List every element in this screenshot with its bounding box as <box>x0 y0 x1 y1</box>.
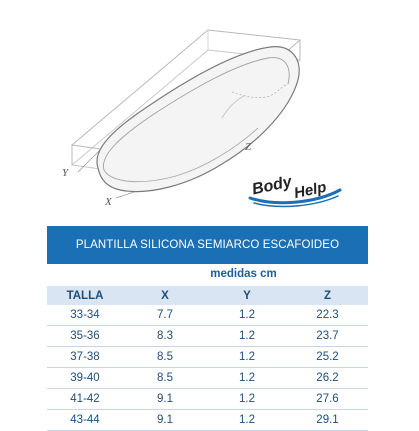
cell-y: 1.2 <box>207 410 287 431</box>
cell-y: 1.2 <box>207 305 287 326</box>
product-title-banner <box>47 226 368 264</box>
table-row <box>47 347 368 368</box>
table-row <box>47 305 368 326</box>
axis-label-z: Z <box>245 141 252 153</box>
axis-label-x: X <box>105 196 112 208</box>
header-x: X <box>123 286 207 305</box>
cell-talla: 39-40 <box>47 368 123 389</box>
cell-x: 8.3 <box>123 326 207 347</box>
cell-y: 1.2 <box>207 326 287 347</box>
cell-talla: 43-44 <box>47 410 123 431</box>
measurements-caption <box>47 268 368 284</box>
cell-talla: 41-42 <box>47 389 123 410</box>
table-row <box>47 389 368 410</box>
cell-talla: 35-36 <box>47 326 123 347</box>
product-title: PLANTILLA SILICONA SEMIARCO ESCAFOIDEO <box>75 239 340 251</box>
cell-x: 7.7 <box>123 305 207 326</box>
cell-x: 9.1 <box>123 389 207 410</box>
axis-label-y: Y <box>62 167 69 179</box>
table-header-row <box>47 286 368 305</box>
header-z: Z <box>287 286 368 305</box>
table-row <box>47 326 368 347</box>
cell-x: 9.1 <box>123 410 207 431</box>
cell-z: 26.2 <box>287 368 368 389</box>
cell-talla: 33-34 <box>47 305 123 326</box>
cell-y: 1.2 <box>207 368 287 389</box>
cell-y: 1.2 <box>207 389 287 410</box>
svg-text:Help: Help <box>292 178 328 202</box>
cell-talla: 37-38 <box>47 347 123 368</box>
header-talla: TALLA <box>47 286 123 305</box>
size-table <box>47 286 368 431</box>
cell-z: 23.7 <box>287 326 368 347</box>
cell-z: 22.3 <box>287 305 368 326</box>
header-y: Y <box>207 286 287 305</box>
svg-text:Body: Body <box>250 173 294 199</box>
cell-x: 8.5 <box>123 347 207 368</box>
measurements-caption-text: medidas cm <box>210 268 277 280</box>
cell-z: 27.6 <box>287 389 368 410</box>
table-row <box>47 410 368 431</box>
table-row <box>47 368 368 389</box>
bodyhelp-logo <box>244 168 344 208</box>
cell-x: 8.5 <box>123 368 207 389</box>
cell-y: 1.2 <box>207 347 287 368</box>
cell-z: 29.1 <box>287 410 368 431</box>
cell-z: 25.2 <box>287 347 368 368</box>
